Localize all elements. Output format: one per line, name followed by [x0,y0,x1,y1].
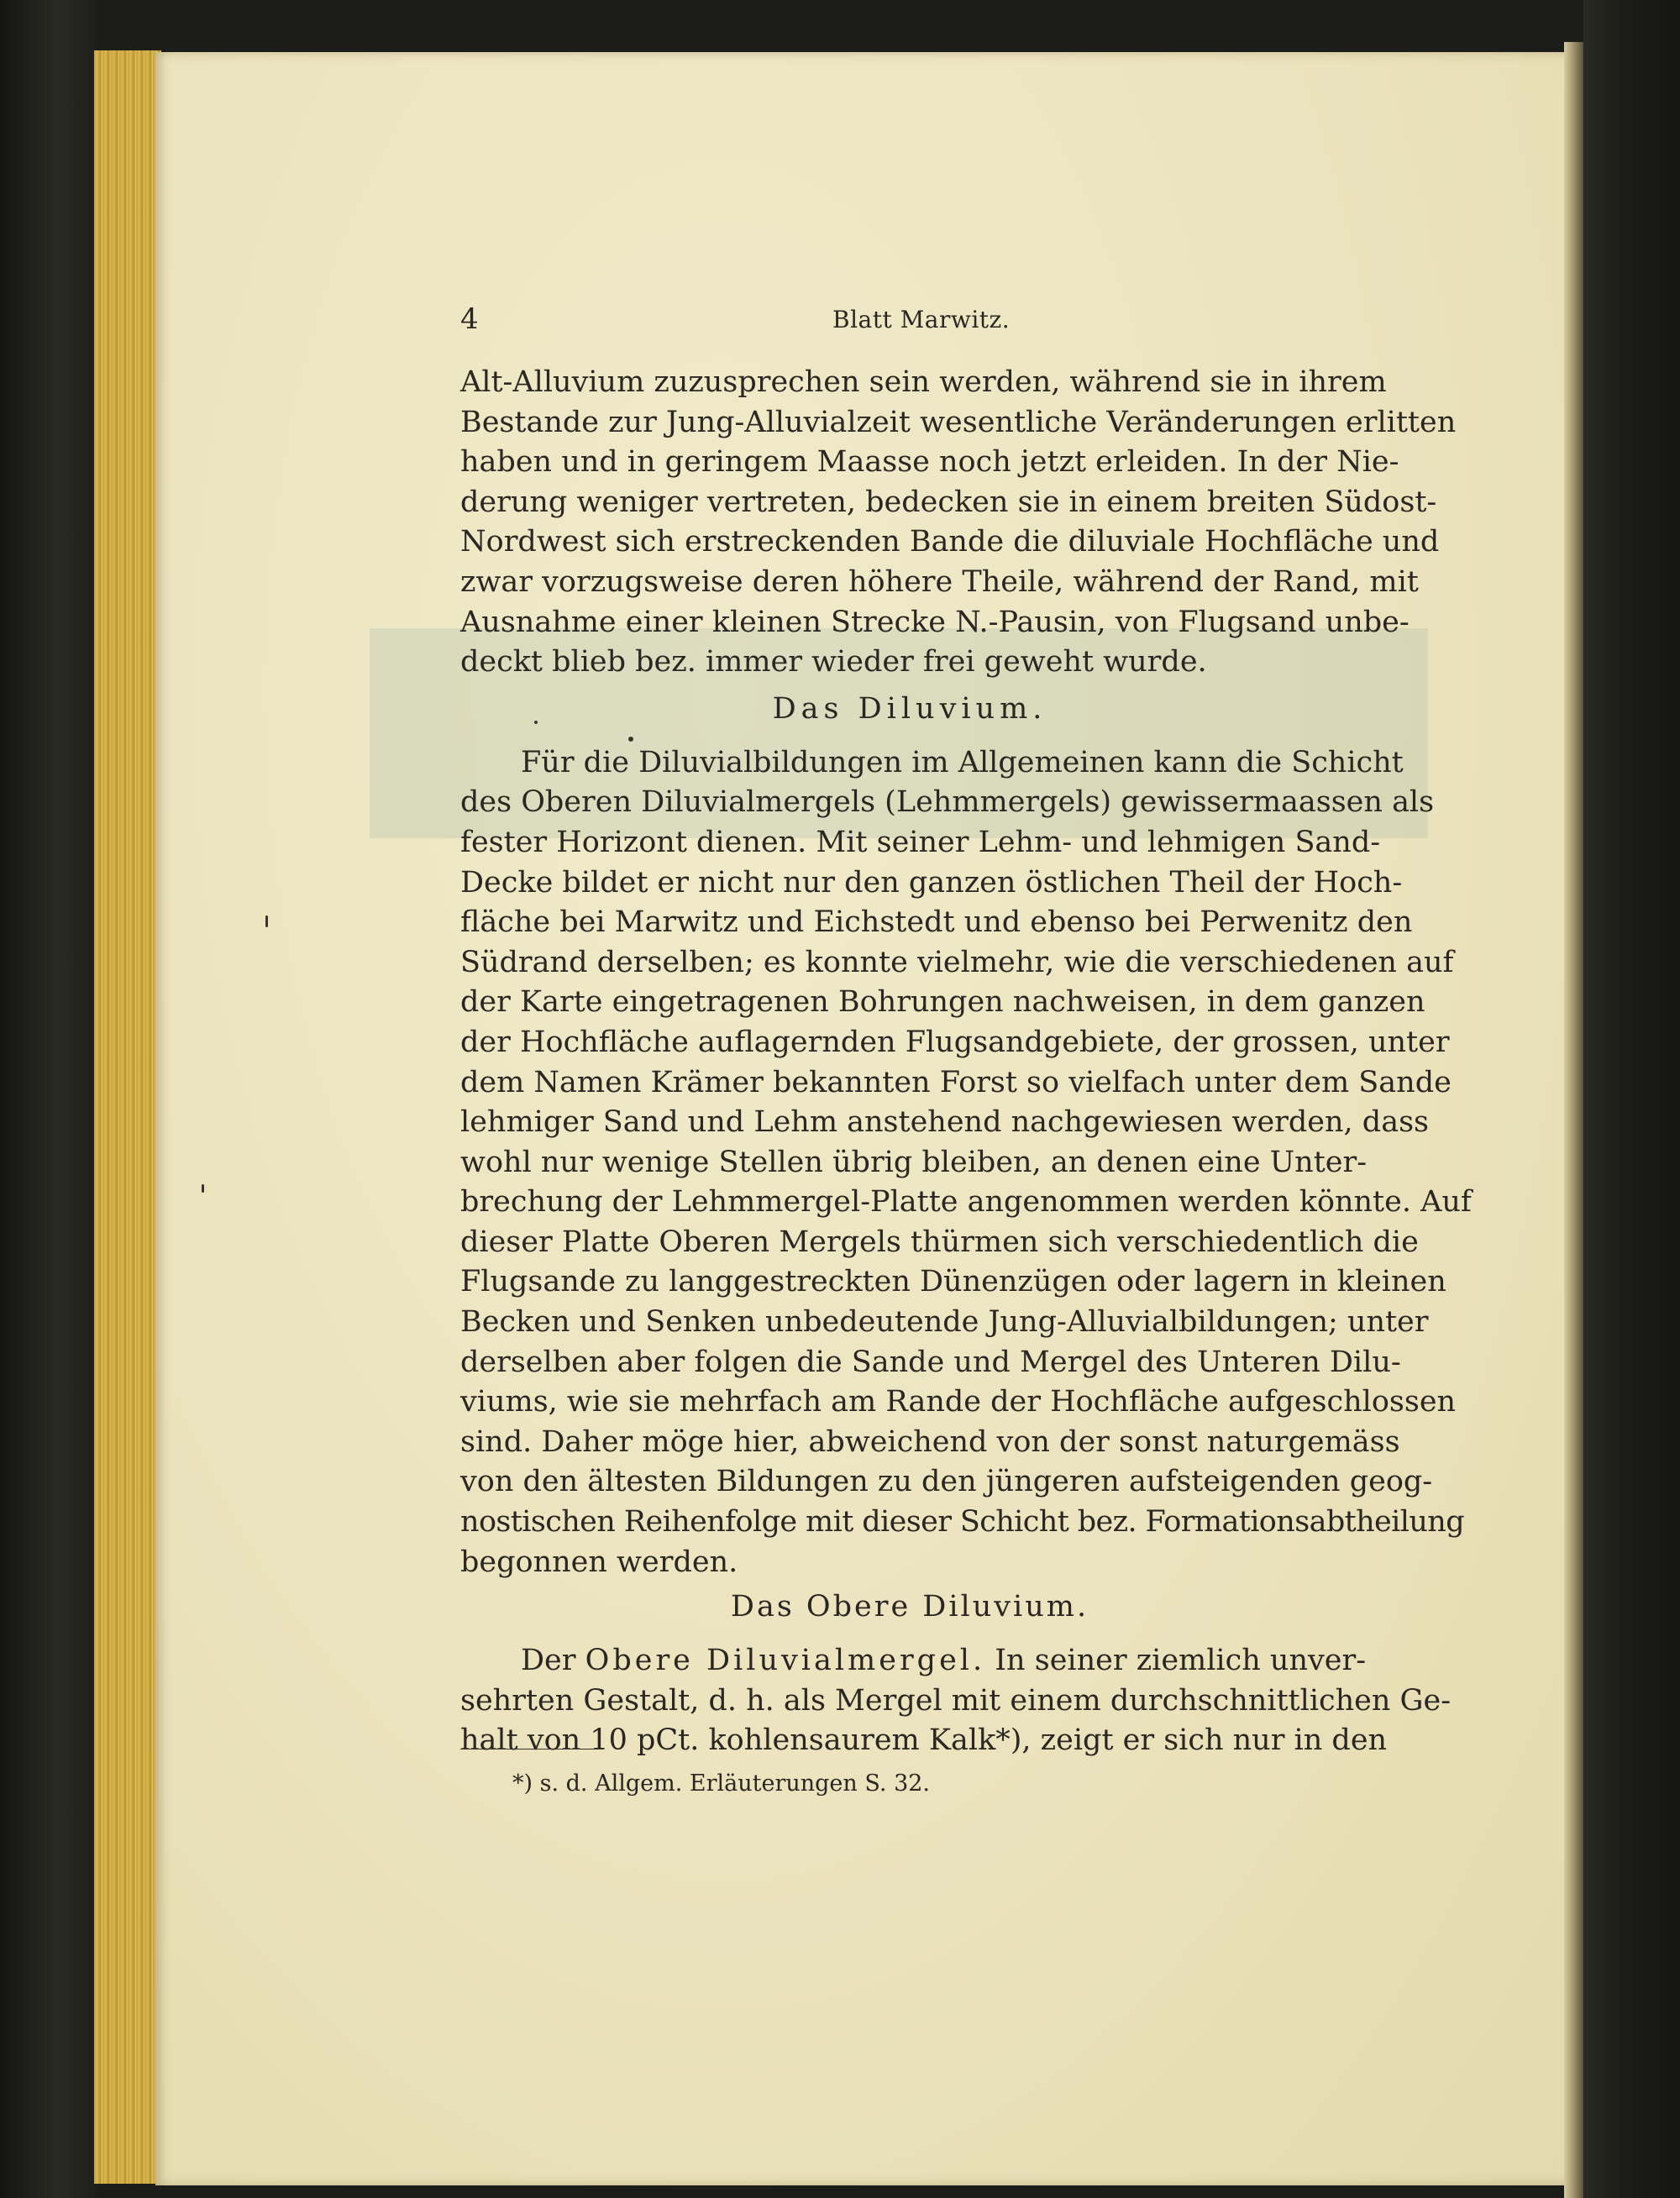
text-line [460,1641,1367,1681]
text-line: Flugsande zu langgestreckten Dünenzügen oder lagern in kleinen [460,1265,1446,1299]
text-line: Becken und Senken unbedeutende Jung-Alluvialbildungen; unter [460,1305,1429,1340]
text-line: Alt-Alluvium zuzusprechen sein werden, während sie in ihrem [460,365,1387,399]
text-line: des Oberen Diluvialmergels (Lehmmergels) gewissermaassen als [460,785,1435,820]
text-line: deckt blieb bez. immer wieder frei geweht wurde. [460,645,1207,679]
page-header [460,302,1359,339]
page-body [460,363,1472,1761]
text-line: Nordwest sich erstreckenden Bande die diluviale Hochfläche und [460,525,1440,559]
subsection-title: Obere Diluvialmergel. [585,1644,986,1678]
footnote: *) s. d. Allgem. Erläuterungen S. 32. [512,1770,931,1797]
paper-speck [265,915,268,927]
text-line: Decke bildet er nicht nur den ganzen östlichen Theil der Hoch- [460,865,1403,900]
running-head: Blatt Marwitz. [832,306,1011,333]
text-line: derung weniger vertreten, bedecken sie in einem breiten Südost- [460,485,1437,519]
text-line: der Hochfläche auflagernden Flugsandgebiete, der grossen, unter [460,1025,1450,1059]
text-line: zwar vorzugsweise deren höhere Theile, während der Rand, mit [460,564,1419,599]
paper-speck [534,721,538,724]
text-line: lehmiger Sand und Lehm anstehend nachgewiesen werden, dass [460,1105,1430,1140]
text-line: begonnen werden. [460,1545,738,1579]
lead-word: Der [521,1644,585,1678]
text-line: nostischen Reihenfolge mit dieser Schicht bez. Formationsabtheilung [460,1505,1465,1540]
page-number: 4 [460,302,479,336]
text-line: der Karte eingetragenen Bohrungen nachweisen, in dem ganzen [460,985,1425,1020]
footnote-rule [460,1749,603,1750]
text-line: Für die Diluvialbildungen im Allgemeinen kann die Schicht [521,745,1404,779]
right-book-cover [1583,0,1680,2198]
text-line: dem Namen Krämer bekannten Forst so vielfach unter dem Sande [460,1065,1452,1099]
text-line: von den ältesten Bildungen zu den jüngeren aufsteigenden geog- [460,1465,1433,1499]
text-line: fläche bei Marwitz und Eichstedt und ebenso bei Perwenitz den [460,905,1413,940]
section-heading-diluvium: Das Diluvium. [772,691,1047,726]
text-line: Ausnahme einer kleinen Strecke N.-Pausin, von Flugsand unbe- [460,605,1410,639]
text-line: wohl nur wenige Stellen übrig bleiben, an denen eine Unter- [460,1145,1368,1179]
section-heading-obere-diluvium: Das Obere Diluvium. [730,1590,1089,1624]
text-line: Bestande zur Jung-Alluvialzeit wesentliche Veränderungen erlitten [460,405,1457,439]
text-line: Südrand derselben; es konnte vielmehr, wie die verschiedenen auf [460,945,1454,979]
text-line: dieser Platte Oberen Mergels thürmen sich verschiedentlich die [460,1225,1419,1259]
gilt-page-edges [94,50,161,2184]
text-line: haben und in geringem Maasse noch jetzt erleiden. In der Nie- [460,445,1399,480]
lead-rest: In seiner ziemlich unver- [985,1644,1367,1678]
text-line: halt von 10 pCt. kohlensaurem Kalk*), zeigt er sich nur in den [460,1723,1388,1758]
paper-speck [202,1184,204,1193]
text-line: brechung der Lehmmergel-Platte angenommen werden könnte. Auf [460,1185,1472,1220]
text-line: sehrten Gestalt, d. h. als Mergel mit einem durchschnittlichen Ge- [460,1683,1452,1718]
left-book-cover [0,0,97,2198]
text-line: derselben aber folgen die Sande und Mergel des Unteren Dilu- [460,1345,1401,1379]
text-line: sind. Daher möge hier, abweichend von der sonst naturgemäss [460,1424,1400,1459]
text-line: viums, wie sie mehrfach am Rande der Hochfläche aufgeschlossen [460,1385,1457,1419]
paper-speck [628,737,633,742]
text-line: fester Horizont dienen. Mit seiner Lehm- und lehmigen Sand- [460,825,1381,859]
